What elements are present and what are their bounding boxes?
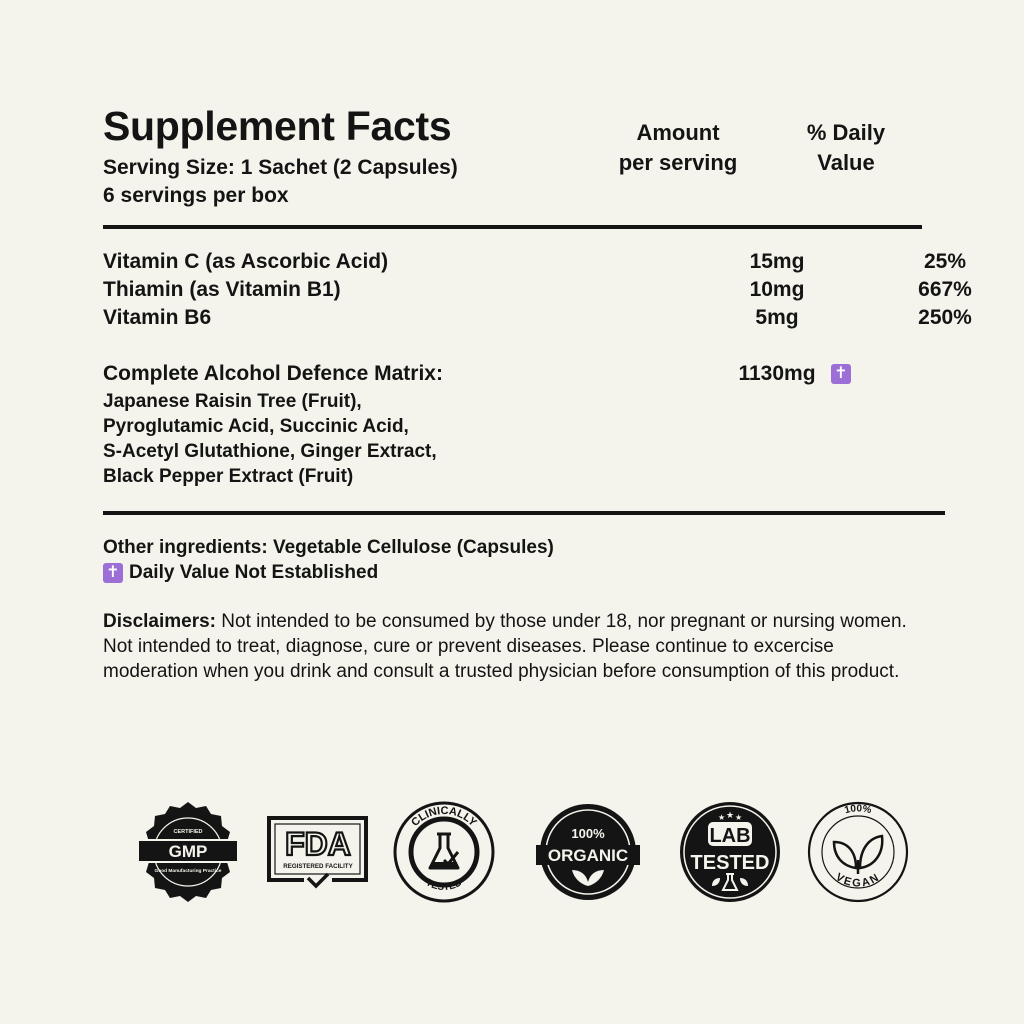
nutrient-daily-value: 250% bbox=[918, 306, 972, 329]
nutrient-amount: 15mg bbox=[749, 250, 805, 273]
clinical-bottom-text: TESTED bbox=[423, 877, 465, 894]
svg-text:TESTED bbox=[424, 877, 464, 893]
matrix-ingredient-line: Black Pepper Extract (Fruit) bbox=[103, 466, 354, 487]
nutrient-row bbox=[103, 278, 972, 306]
dv-header-line1: % Daily bbox=[806, 120, 886, 145]
page-title: Supplement Facts bbox=[103, 103, 452, 149]
serving-size: Serving Size: 1 Sachet (2 Capsules) bbox=[103, 156, 458, 179]
disclaimer-text: Not intended to be consumed by those under 18, nor pregnant or nursing women. Not intended to treat, diagnose, cure or prevent diseases. Please continue to excercise moderation when you drink and consult a trusted physician before consumption of this product. bbox=[103, 611, 907, 682]
lab-tested-badge-icon bbox=[678, 800, 782, 904]
nutrient-daily-value: 25% bbox=[923, 250, 967, 273]
gmp-top-text: CERTIFIED bbox=[173, 829, 203, 835]
dv-header-line2: Value bbox=[817, 150, 875, 175]
clinical-top-text: CLINICALLY bbox=[409, 804, 479, 829]
svg-text:★: ★ bbox=[735, 813, 743, 822]
daily-value-column-header bbox=[746, 118, 946, 178]
clinically-tested-badge-icon bbox=[392, 800, 496, 904]
lab-line2-text: TESTED bbox=[690, 852, 770, 874]
serving-info bbox=[103, 154, 458, 210]
fda-sub-text: REGISTERED FACILITY bbox=[283, 863, 353, 870]
nutrient-name: Thiamin (as Vitamin B1) bbox=[103, 278, 341, 301]
nutrient-name: Vitamin C (as Ascorbic Acid) bbox=[103, 250, 389, 273]
fda-registered-badge-icon bbox=[266, 800, 370, 904]
nutrient-row bbox=[103, 306, 972, 334]
matrix-amount: 1130mg bbox=[738, 362, 816, 385]
disclaimer-label: Disclaimers: bbox=[103, 611, 217, 632]
nutrient-amount: 10mg bbox=[749, 278, 805, 301]
dagger-icon: ✝ bbox=[831, 364, 851, 384]
header-divider bbox=[103, 225, 922, 229]
matrix-ingredient-line: Pyroglutamic Acid, Succinic Acid, bbox=[103, 416, 409, 437]
gmp-bottom-text: Good Manufacturing Practice bbox=[154, 869, 222, 874]
fda-main-text: FDA bbox=[285, 826, 351, 862]
gmp-main-text: GMP bbox=[168, 842, 208, 861]
svg-text:★: ★ bbox=[726, 811, 735, 821]
nutrient-daily-value: 667% bbox=[918, 278, 972, 301]
organic-badge-icon bbox=[536, 800, 640, 904]
lab-line1-text: LAB bbox=[709, 825, 751, 847]
svg-text:★: ★ bbox=[718, 813, 726, 822]
nutrient-amount: 5mg bbox=[755, 306, 799, 329]
other-ingredients: Other ingredients: Vegetable Cellulose (Capsules) bbox=[103, 537, 554, 558]
vegan-top-text: 100% bbox=[843, 803, 873, 817]
matrix-ingredients bbox=[103, 389, 437, 489]
dagger-note-text: Daily Value Not Established bbox=[129, 562, 379, 583]
svg-text:100% bbox=[843, 803, 872, 816]
organic-top-text: 100% bbox=[571, 826, 605, 841]
disclaimer bbox=[103, 609, 933, 684]
nutrient-row bbox=[103, 250, 967, 278]
organic-main-text: ORGANIC bbox=[547, 846, 629, 865]
amount-header-line2: per serving bbox=[618, 150, 738, 175]
matrix-name: Complete Alcohol Defence Matrix: bbox=[103, 362, 443, 385]
matrix-ingredient-line: S-Acetyl Glutathione, Ginger Extract, bbox=[103, 441, 437, 462]
gmp-certified-badge-icon bbox=[136, 800, 240, 904]
bottom-divider bbox=[103, 511, 945, 515]
dagger-note bbox=[103, 560, 554, 585]
vegan-badge-icon bbox=[806, 800, 910, 904]
matrix-row bbox=[103, 362, 923, 390]
nutrient-name: Vitamin B6 bbox=[103, 306, 212, 329]
amount-header-line1: Amount bbox=[636, 120, 720, 145]
other-ingredients-section bbox=[103, 535, 554, 585]
vegan-bottom-text: VEGAN bbox=[833, 871, 883, 890]
dagger-icon: ✝ bbox=[103, 563, 123, 583]
matrix-daily-value bbox=[831, 364, 851, 384]
servings-per-box: 6 servings per box bbox=[103, 184, 289, 207]
matrix-ingredient-line: Japanese Raisin Tree (Fruit), bbox=[103, 391, 362, 412]
